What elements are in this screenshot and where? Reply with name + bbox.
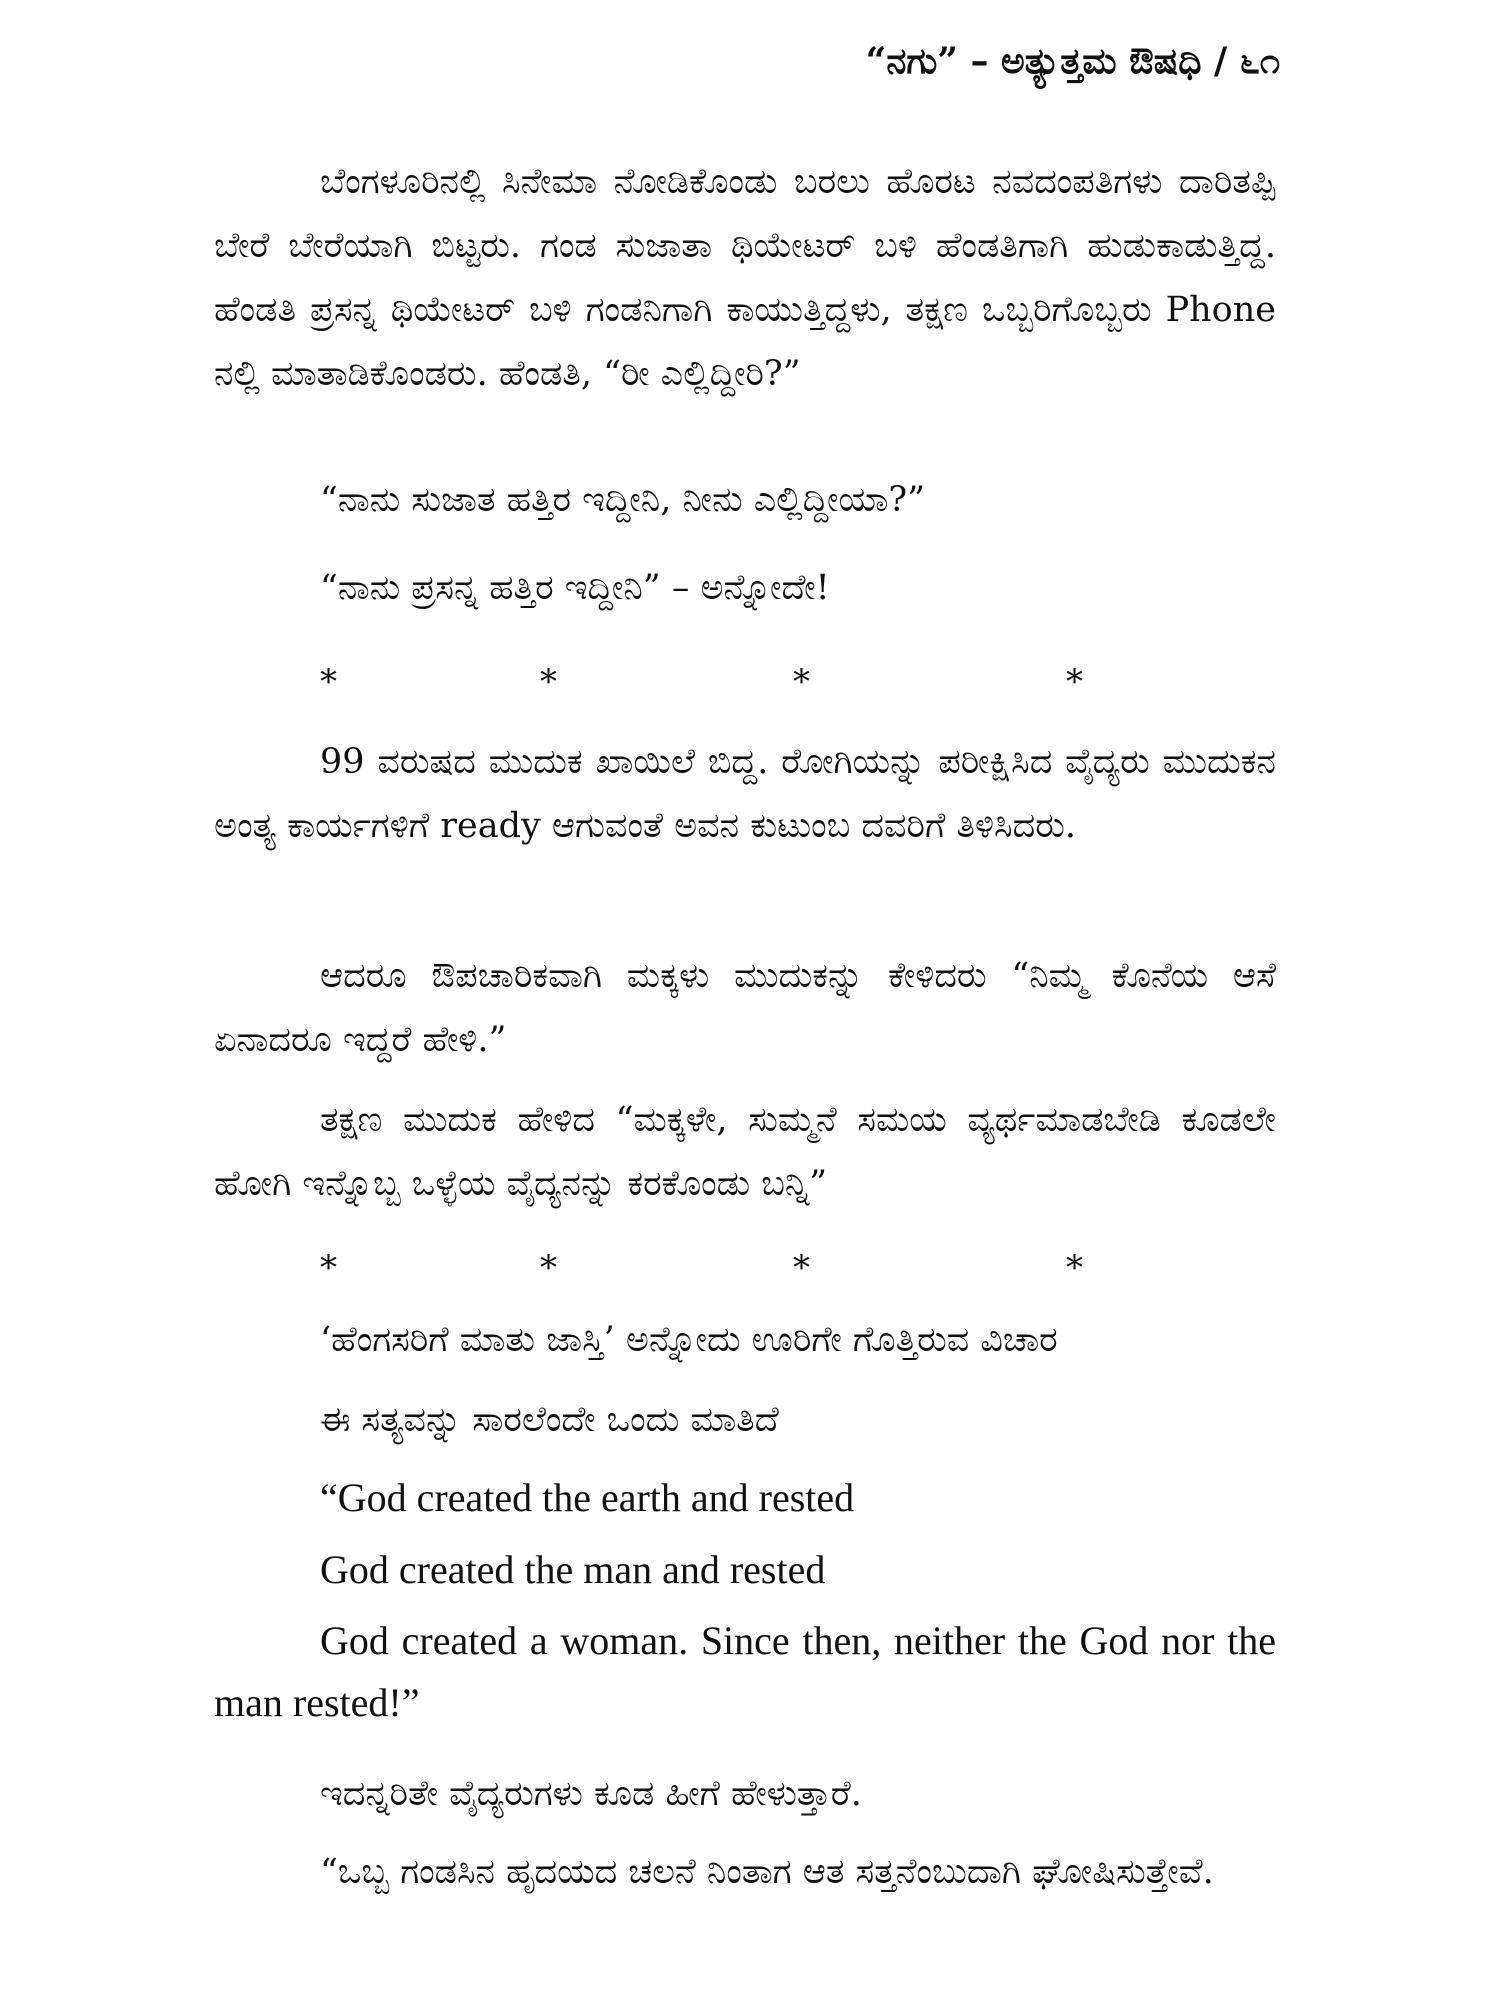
dialogue-line-husband: “ನಾನು ಸುಜಾತ ಹತ್ತಿರ ಇದ್ದೀನಿ, ನೀನು ಎಲ್ಲಿದ್ದೀಯಾ?”	[320, 480, 926, 520]
separator-star: *	[793, 1248, 810, 1288]
text-line: ‘ಹೆಂಗಸರಿಗೆ ಮಾತು ಜಾಸ್ತಿ’ ಅನ್ನೋದು ಊರಿಗೇ ಗೊತ್ತಿರುವ ವಿಚಾರ	[320, 1320, 1058, 1360]
separator-star: *	[540, 1248, 557, 1288]
separator-star: *	[540, 662, 557, 702]
separator-star: *	[320, 1248, 337, 1288]
text-line: ಇದನ್ನರಿತೇ ವೈದ್ಯರುಗಳು ಕೂಡ ಹೀಗೆ ಹೇಳುತ್ತಾರೆ.	[320, 1774, 862, 1814]
quote-line: God created the man and rested	[320, 1547, 826, 1592]
text-line: ಈ ಸತ್ಯವನ್ನು ಸಾರಲೆಂದೇ ಒಂದು ಮಾತಿದೆ	[320, 1400, 779, 1440]
paragraph-doctors-say	[214, 1840, 1276, 1904]
paragraph-text: ತಕ್ಷಣ ಮುದುಕ ಹೇಳಿದ “ಮಕ್ಕಳೇ, ಸುಮ್ಮನೆ ಸಮಯ ವ್ಯರ್ಥಮಾಡಬೇಡಿ ಕೂಡಲೇ ಹೋಗಿ ಇನ್ನೊಬ್ಬ ಒಳ್ಳೆಯ ವೈದ್ಯನನ್ನು ಕರಕೊಂಡು ಬನ್ನಿ”	[214, 1100, 1276, 1204]
paragraph-old-man	[214, 730, 1276, 858]
paragraph-text: “ಒಬ್ಬ ಗಂಡಸಿನ ಹೃದಯದ ಚಲನೆ ನಿಂತಾಗ ಆತ ಸತ್ತನೆಂಬುದಾಗಿ ಘೋಷಿಸುತ್ತೇವೆ.	[320, 1852, 1214, 1892]
running-header: “ನಗು” – ಅತ್ಯುತ್ತಮ ಔಷಧಿ / ೬೧	[865, 40, 1280, 82]
separator-star: *	[320, 662, 337, 702]
section-separator	[0, 662, 1500, 702]
paragraph-god-woman	[214, 1610, 1276, 1734]
quote-line: “God created the earth and rested	[320, 1475, 855, 1520]
paragraph-old-man-reply	[214, 1088, 1276, 1216]
separator-star: *	[1066, 662, 1083, 702]
separator-star: *	[1066, 1248, 1083, 1288]
separator-star: *	[793, 662, 810, 702]
paragraph-text: 99 ವರುಷದ ಮುದುಕ ಖಾಯಿಲೆ ಬಿದ್ದ. ರೋಗಿಯನ್ನು ಪರೀಕ್ಷಿಸಿದ ವೈದ್ಯರು ಮುದುಕನ ಅಂತ್ಯ ಕಾರ್ಯಗಳಿಗೆ ready ಆಗುವಂತೆ ಅವನ ಕುಟುಂಬ ದವರಿಗೆ ತಿಳಿಸಿದರು.	[214, 742, 1276, 846]
paragraph-text: ಬೆಂಗಳೂರಿನಲ್ಲಿ ಸಿನೇಮಾ ನೋಡಿಕೊಂಡು ಬರಲು ಹೊರಟ ನವದಂಪತಿಗಳು ದಾರಿತಪ್ಪಿ ಬೇರೆ ಬೇರೆಯಾಗಿ ಬಿಟ್ಟರು. ಗಂಡ ಸುಜಾತಾ ಥಿಯೇಟರ್ ಬಳಿ ಹೆಂಡತಿಗಾಗಿ ಹುಡುಕಾಡುತ್ತಿದ್ದ. ಹೆಂಡತಿ ಪ್ರಸನ್ನ ಥಿಯೇಟರ್ ಬಳಿ ಗಂಡನಿಗಾಗಿ ಕಾಯುತ್ತಿದ್ದಳು, ತಕ್ಷಣ ಒಬ್ಬರಿಗೊಬ್ಬರು Phone ನಲ್ಲಿ ಮಾತಾಡಿಕೊಂಡರು. ಹೆಂಡತಿ, “ರೀ ಎಲ್ಲಿದ್ದೀರಿ?”	[214, 162, 1276, 394]
paragraph-text: ಆದರೂ ಔಪಚಾರಿಕವಾಗಿ ಮಕ್ಕಳು ಮುದುಕನ್ನು ಕೇಳಿದರು “ನಿಮ್ಮ ಕೊನೆಯ ಆಸೆ ಏನಾದರೂ ಇದ್ದರೆ ಹೇಳಿ.”	[214, 956, 1276, 1060]
section-separator	[0, 1248, 1500, 1288]
paragraph-text: God created a woman. Since then, neither the God nor the man rested!”	[214, 1618, 1276, 1725]
paragraph-last-wish	[214, 944, 1276, 1072]
paragraph-cinema-couple	[214, 150, 1276, 406]
dialogue-line-wife: “ನಾನು ಪ್ರಸನ್ನ ಹತ್ತಿರ ಇದ್ದೀನಿ” – ಅನ್ನೋದೇ!	[320, 568, 830, 608]
